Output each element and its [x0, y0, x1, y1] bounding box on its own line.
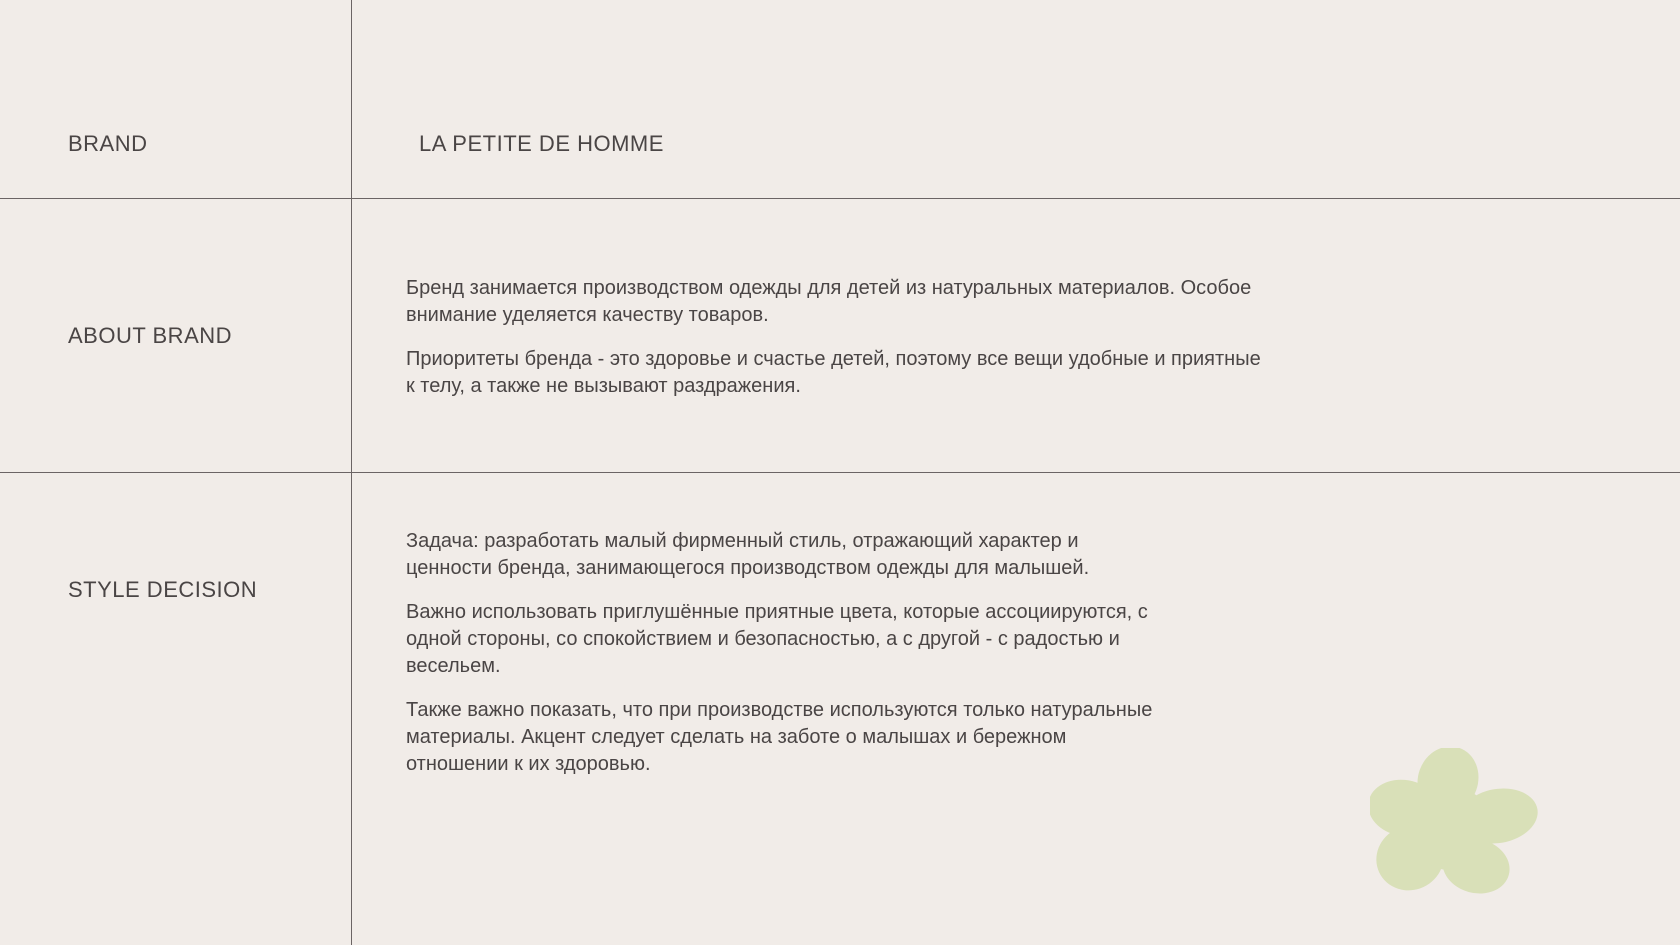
style-paragraph-1: Задача: разработать малый фирменный стиль, отражающий характер и ценности бренда, занимающегося производством одежды для малышей.	[406, 530, 1090, 579]
style-paragraph-3: Также важно показать, что при производстве используются только натуральные материалы. Акцент следует сделать на заботе о малышах и бережном отношении к их здоровью.	[406, 699, 1153, 775]
row-divider-1	[0, 198, 1680, 199]
flower-icon	[1370, 748, 1548, 898]
about-brand-text	[406, 275, 1286, 417]
about-paragraph-1: Бренд занимается производством одежды для детей из натуральных материалов. Особое внимание уделяется качеству товаров.	[406, 277, 1252, 326]
brand-name: LA PETITE DE HOMME	[419, 131, 664, 156]
about-paragraph-2: Приоритеты бренда - это здоровье и счастье детей, поэтому все вещи удобные и приятные к телу, а также не вызывают раздражения.	[406, 348, 1261, 397]
about-brand-label: ABOUT BRAND	[68, 323, 233, 348]
style-decision-label: STYLE DECISION	[68, 577, 258, 602]
row-divider-2	[0, 472, 1680, 473]
style-paragraph-2: Важно использовать приглушённые приятные цвета, которые ассоциируются, с одной стороны, со спокойствием и безопасностью, а с другой - с радостью и весельем.	[406, 601, 1148, 677]
brand-label: BRAND	[68, 131, 148, 156]
style-decision-text	[406, 528, 1286, 795]
